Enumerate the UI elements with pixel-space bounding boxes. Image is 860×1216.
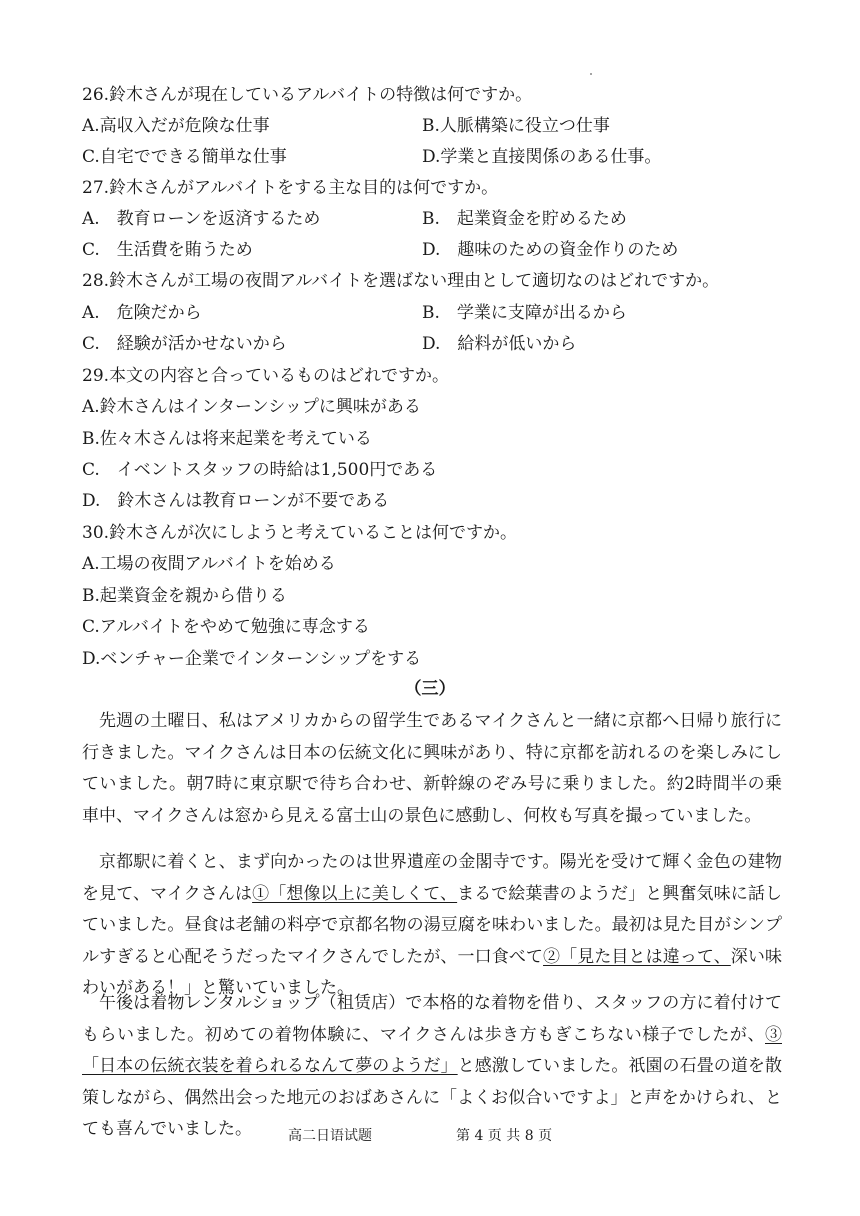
question-26-stem: 26.鈴木さんが現在しているアルバイトの特徴は何ですか。 [82,85,533,105]
question-26-option-a: A.高収入だが危険な仕事 [82,116,270,136]
question-27-option-a: A. 教育ローンを返済するため [82,209,321,229]
question-30-stem: 30.鈴木さんが次にしようと考えていることは何ですか。 [82,523,518,543]
question-28-option-a: A. 危険だから [82,303,202,323]
question-29-stem: 29.本文の内容と合っているものはどれですか。 [82,366,450,386]
underlined-quote-1: ①「想像以上に美しくて、 [252,883,458,904]
question-27-option-c: C. 生活費を賄うため [82,240,253,260]
passage-paragraph-2 [82,847,782,1005]
question-29-option-c: C. イベントスタッフの時給は1,500円である [82,460,438,480]
scan-speck [590,73,592,75]
passage-paragraph-1: 先週の土曜日、私はアメリカからの留学生であるマイクさんと一緒に京都へ日帰り旅行に行きました。マイクさんは日本の伝統文化に興味があり、特に京都を訪れるのを楽しみにしていました。朝7時に東京駅で待ち合わせ、新幹線のぞみ号に乗りました。約2時間半の乗車中、マイクさんは窓から見える富士山の景色に感動し、何枚も写真を撮っていました。 [82,711,782,826]
question-26-option-c: C.自宅でできる簡単な仕事 [82,147,287,167]
question-27-stem: 27.鈴木さんがアルバイトをする主な目的は何ですか。 [82,178,499,198]
passage-text: 京都駅に着くと、まず向かったのは世界遺産の金閣寺です。陽光を受けて輝く金色の建物を見て、マイクさんは [82,852,782,904]
question-27-option-b: B. 起業資金を貯めるため [422,209,627,229]
question-28-option-d: D. 給料が低いから [422,334,577,354]
underlined-quote-3: ③「日本の伝統衣装を着られるなんて夢のようだ」 [82,1024,782,1076]
passage-text: 深い味わいがある！」と驚いていました。 [82,946,782,998]
question-29-option-d: D. 鈴木さんは教育ローンが不要である [82,491,390,511]
underlined-quote-2: ②「見た目とは違って、 [543,946,731,967]
question-27-option-d: D. 趣味のための資金作りのため [422,240,679,260]
question-28-stem: 28.鈴木さんが工場の夜間アルバイトを選ばない理由として適切なのはどれですか。 [82,271,720,291]
question-30-option-b: B.起業資金を親から借りる [82,586,287,606]
question-26-option-b: B.人脈構築に役立つ仕事 [422,116,610,136]
question-30-option-d: D.ベンチャー企業でインターンシップをする [82,649,422,669]
footer-subject: 高二日语试题 [288,1128,372,1144]
passage-text: まるで絵葉書のようだ」と興奮気味に話していました。昼食は老舗の料亭で京都名物の湯豆腐を味わいました。最初は見た目がシンプルすぎると心配そうだったマイクさんでしたが、一口食べて [82,883,782,967]
question-28-option-c: C. 経験が活かせないから [82,334,287,354]
passage-text: と感激していました。祇園の石畳の道を散策しながら、偶然出会った地元のおばあさんに「よくお似合いですよ」と声をかけられ、とても喜んでいました。 [82,1056,783,1139]
question-30-option-a: A.工場の夜間アルバイトを始める [82,554,336,574]
passage-paragraph-3 [82,988,782,1146]
question-30-option-c: C.アルバイトをやめて勉強に専念する [82,617,370,637]
question-29-option-b: B.佐々木さんは将来起業を考えている [82,429,372,449]
question-28-option-b: B. 学業に支障が出るから [422,303,627,323]
question-26-option-d: D.学業と直接関係のある仕事。 [422,147,662,167]
question-29-option-a: A.鈴木さんはインターンシップに興味がある [82,397,421,417]
section-heading: （三） [404,679,456,699]
footer-page-number: 第 4 页 共 8 页 [456,1128,553,1144]
passage-text: 午後は着物レンタルショップ（租赁店）で本格的な着物を借り、スタッフの方に着付けてもらいました。初めての着物体験に、マイクさんは歩き方もぎこちない様子でしたが、 [82,993,782,1045]
